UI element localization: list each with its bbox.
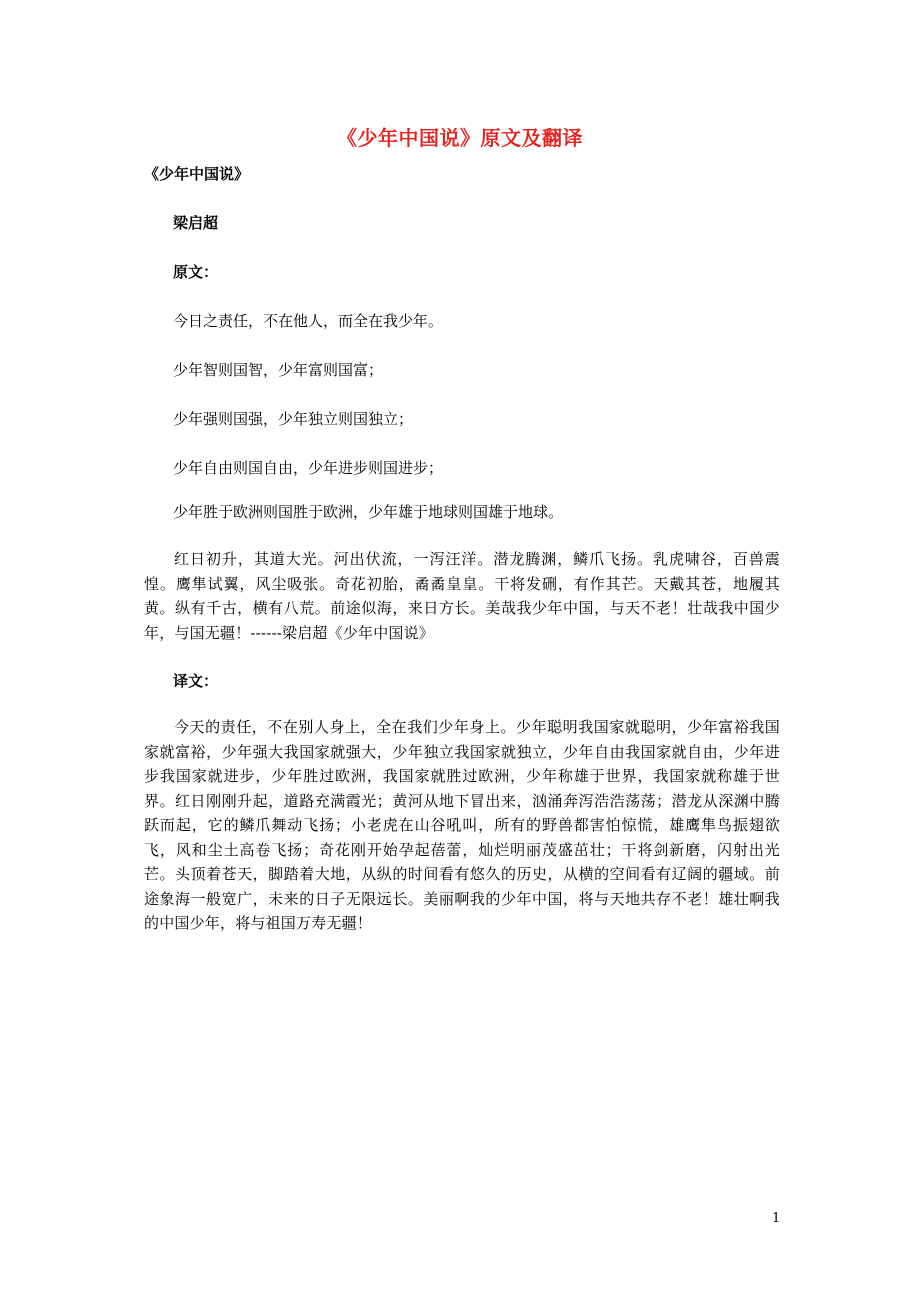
original-paragraph: 红日初升，其道大光。河出伏流，一泻汪洋。潜龙腾渊，鳞爪飞扬。乳虎啸谷，百兽震惶。鹰隼试翼，风尘吸张。奇花初胎，矞矞皇皇。干将发硎，有作其芒。天戴其苍，地履其黄。纵有千古，横有八荒。前途似海，来日方长。美哉我少年中国，与天不老！壮哉我中国少年，与国无疆！------梁启超《少年中国说》 — [144, 550, 780, 642]
document-title: 《少年中国说》原文及翻译 — [337, 126, 583, 150]
page-number: 1 — [772, 1211, 781, 1226]
original-line: 少年胜于欧洲则国胜于欧洲，少年雄于地球则国雄于地球。 — [173, 503, 564, 521]
original-line: 少年强则国强，少年独立则国独立； — [173, 410, 414, 428]
translation-label: 译文： — [173, 672, 219, 690]
author-name: 梁启超 — [173, 214, 219, 232]
text-subtitle: 《少年中国说》 — [144, 165, 250, 183]
original-line: 少年自由则国自由，少年进步则国进步； — [173, 459, 444, 477]
translation-paragraph: 今天的责任，不在别人身上，全在我们少年身上。少年聪明我国家就聪明，少年富裕我国家就富裕，少年强大我国家就强大，少年独立我国家就独立，少年自由我国家就自由，少年进步我国家就进步，少年胜过欧洲，我国家就胜过欧洲，少年称雄于世界，我国家就称雄于世界。红日刚刚升起，道路充满霞光；黄河从地下冒出来，汹涌奔泻浩浩荡荡；潜龙从深渊中腾跃而起，它的鳞爪舞动飞扬；小老虎在山谷吼叫，所有的野兽都害怕惊慌，雄鹰隼鸟振翅欲飞，风和尘土高卷飞扬；奇花刚开始孕起蓓蕾，灿烂明丽茂盛茁壮；干将剑新磨，闪射出光芒。头顶着苍天，脚踏着大地，从纵的时间看有悠久的历史，从横的空间看有辽阔的疆域。前途象海一般宽广，未来的日子无限远长。美丽啊我的少年中国，将与天地共存不老！雄壮啊我的中国少年，将与祖国万寿无疆！ — [144, 718, 780, 932]
original-line: 少年智则国智，少年富则国富； — [173, 361, 384, 379]
original-label: 原文： — [173, 263, 219, 281]
original-line: 今日之责任，不在他人，而全在我少年。 — [173, 312, 444, 330]
